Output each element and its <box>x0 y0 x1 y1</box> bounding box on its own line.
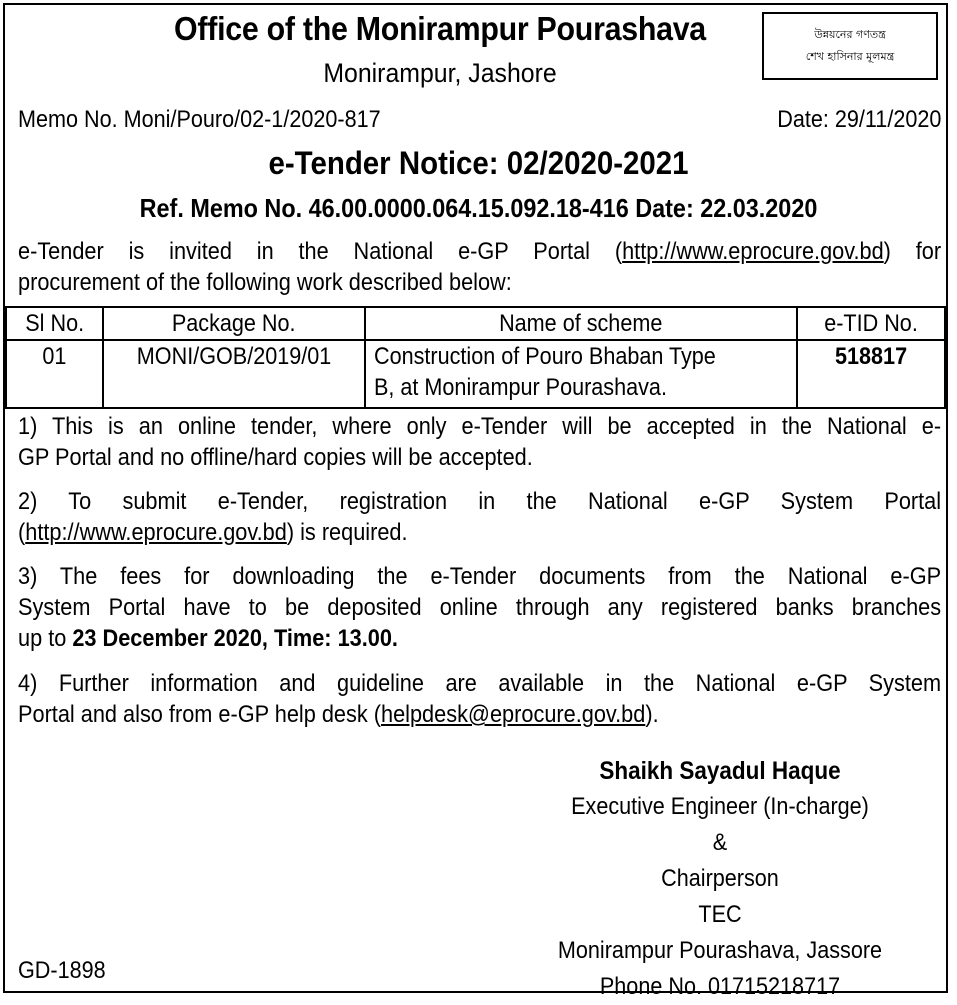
clause-3-line-1: 3) The fees for downloading the e-Tender documents from the National e-GP <box>18 563 942 590</box>
clause-3-line-2: System Portal have to be deposited online through any registered banks branches <box>18 594 942 621</box>
signatory-designation: Executive Engineer (In-charge) <box>571 793 869 820</box>
cell-scheme-name <box>365 340 796 408</box>
header-sl-no: Sl No. <box>6 307 103 340</box>
clause-4-line-1: 4) Further information and guideline are available in the National e-GP System <box>18 670 942 697</box>
header-scheme-name: Name of scheme <box>365 307 796 340</box>
signature-block <box>520 753 920 1005</box>
reference-memo: Ref. Memo No. 46.00.0000.064.15.092.18-416 Date: 22.03.2020 <box>139 193 818 223</box>
intro-text-post: ) for <box>883 238 942 265</box>
signatory-office: Monirampur Pourashava, Jassore <box>557 937 883 964</box>
portal-link[interactable]: http://www.eprocure.gov.bd <box>622 238 884 265</box>
memo-number: Memo No. Moni/Pouro/02-1/2020-817 <box>18 106 381 133</box>
helpdesk-email-link[interactable]: helpdesk@eprocure.gov.bd <box>380 701 646 728</box>
signatory-committee: TEC <box>698 901 742 928</box>
intro-text-pre: e-Tender is invited in the National e-GP Portal ( <box>18 238 623 265</box>
clause-1-line-2: GP Portal and no offline/hard copies will be accepted. <box>18 444 533 471</box>
signatory-phone: Phone No. 01715218717 <box>599 973 841 1000</box>
clause-1-line-1: 1) This is an online tender, where only e-Tender will be accepted in the National e- <box>18 413 942 440</box>
registration-portal-link[interactable]: http://www.eprocure.gov.bd <box>25 519 287 546</box>
slogan-box <box>762 12 938 80</box>
clause-4 <box>18 668 941 730</box>
table-row <box>6 340 945 408</box>
clause-3 <box>18 561 941 654</box>
clause-2-line-2: (http://www.eprocure.gov.bd) is required. <box>18 519 408 546</box>
clause-1 <box>18 411 941 473</box>
office-location: Monirampur, Jashore <box>323 58 557 88</box>
memo-date: Date: 29/11/2020 <box>776 106 941 133</box>
intro-paragraph <box>18 236 941 298</box>
clause-2 <box>18 486 941 548</box>
gd-number: GD-1898 <box>18 957 106 984</box>
scheme-line-1: Construction of Pouro Bhaban Type <box>374 343 717 370</box>
clause-3-line-3: up to 23 December 2020, Time: 13.00. <box>18 625 398 652</box>
slogan-line-2: শেখ হাসিনার মূলমন্ত্র <box>805 50 895 63</box>
office-title: Office of the Monirampur Pourashava <box>174 10 706 47</box>
header-package-no: Package No. <box>103 307 365 340</box>
signatory-name: Shaikh Sayadul Haque <box>599 757 841 785</box>
scheme-line-2: B, at Monirampur Pourashava. <box>374 374 668 401</box>
header-etid: e-TID No. <box>797 307 946 340</box>
signatory-ampersand: & <box>712 829 728 856</box>
slogan-line-1: উন্নয়নের গণতন্ত্র <box>814 28 886 41</box>
tender-table <box>5 306 946 409</box>
notice-title: e-Tender Notice: 02/2020-2021 <box>268 145 689 181</box>
clause-4-line-2: Portal and also from e-GP help desk (helpdesk@eprocure.gov.bd). <box>18 701 659 728</box>
cell-sl-no: 01 <box>6 340 103 408</box>
signatory-role: Chairperson <box>661 865 779 892</box>
table-header-row <box>6 307 945 340</box>
intro-line-2: procurement of the following work described below: <box>18 269 512 296</box>
clause-2-line-1: 2) To submit e-Tender, registration in the National e-GP System Portal <box>18 488 942 515</box>
intro-line-1 <box>18 236 941 267</box>
cell-package-no: MONI/GOB/2019/01 <box>103 340 365 408</box>
deadline: 23 December 2020, Time: 13.00. <box>72 625 398 652</box>
cell-etid: 518817 <box>797 340 946 408</box>
